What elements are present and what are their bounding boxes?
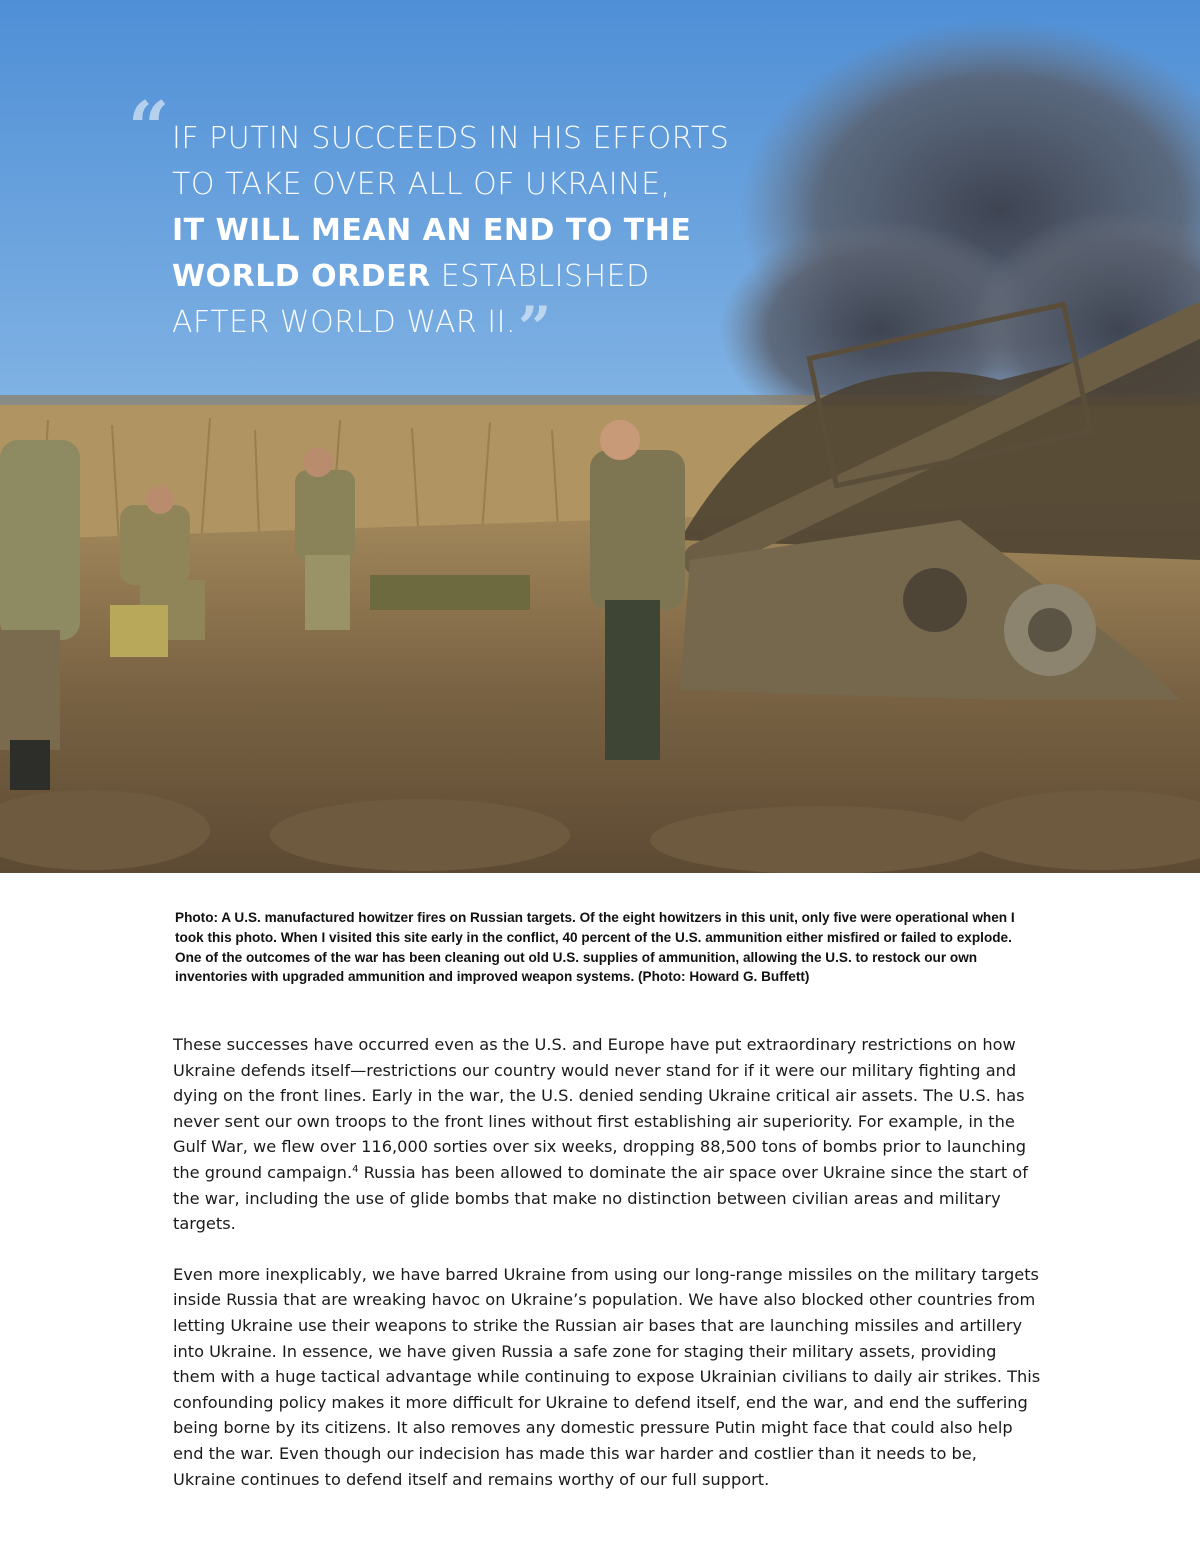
- paragraph: Even more inexplicably, we have barred Ukraine from using our long-range missiles on the military targets inside Russia that are wreaking havoc on Ukraine’s population. We have also blocked other countries from letting Ukraine use their weapons to strike the Russian air bases that are launching missiles and artillery into Ukraine. In essence, we have given Russia a safe zone for staging their military assets, providing them with a huge tactical advantage while continuing to expose Ukrainian civilians to daily air strikes. This confounding policy makes it more difficult for Ukraine to defend itself, end the war, and end the suffering being borne by its citizens. It also removes any domestic pressure Putin might face that could also help end the war. Even though our indecision has made this war harder and costlier than it needs to be, Ukraine continues to defend itself and remains worthy of our full support.: [173, 1264, 1041, 1489]
- pull-quote-light-fragment: ESTABLISHED: [430, 259, 650, 294]
- paragraph-text: These successes have occurred even as the U.S. and Europe have put extraordinary restrictions on how Ukraine defends itself—restrictions our country would never stand for if it were our military fighting and dying on the front lines. Early in the war, the U.S. denied sending Ukraine critical air assets. The U.S. has never sent our own troops to the front lines without first establishing air superiority. For example, in the Gulf War, we flew over 116,000 sorties over six weeks, dropping 88,500 tons of bombs prior to launching the ground campaign.: [173, 1035, 1027, 1182]
- pull-quote-line: TO TAKE OVER ALL OF UKRAINE,: [172, 167, 671, 202]
- pull-quote-bold-fragment: WORLD ORDER: [172, 259, 431, 294]
- article-body: [173, 1032, 1043, 1517]
- paragraph-text: Russia has been allowed to dominate the air space over Ukraine since the start of the war, including the use of glide bombs that make no distinction between civilian areas and military targets.: [173, 1162, 1028, 1234]
- pull-quote-line-bold: IT WILL MEAN AN END TO THE: [172, 213, 692, 248]
- footnote-marker[interactable]: 4: [352, 1163, 359, 1175]
- photo-caption: Photo: A U.S. manufactured howitzer fires on Russian targets. Of the eight howitzers in this unit, only five were operational when I took this photo. When I visited this site early in the conflict, 40 percent of the U.S. ammunition either misfired or failed to explode. One of the outcomes of the war has been cleaning out old U.S. supplies of ammunition, allowing the U.S. to restock our own inventories with upgraded ammunition and improved weapon systems. (Photo: Howard G. Buffett): [175, 910, 1015, 985]
- paragraph: [173, 1032, 1043, 1237]
- open-quote-mark-icon: “: [128, 85, 170, 170]
- ammo-box: [110, 605, 168, 657]
- pull-quote-line: AFTER WORLD WAR II.: [172, 305, 517, 340]
- pull-quote-line: IF PUTIN SUCCEEDS IN HIS EFFORTS: [172, 121, 730, 156]
- pull-quote: IF PUTIN SUCCEEDS IN HIS EFFORTS TO TAKE OVER ALL OF UKRAINE, IT WILL MEAN AN END TO THE WORLD ORDER ESTABLISHED AFTER WORLD WAR II.”: [172, 116, 792, 346]
